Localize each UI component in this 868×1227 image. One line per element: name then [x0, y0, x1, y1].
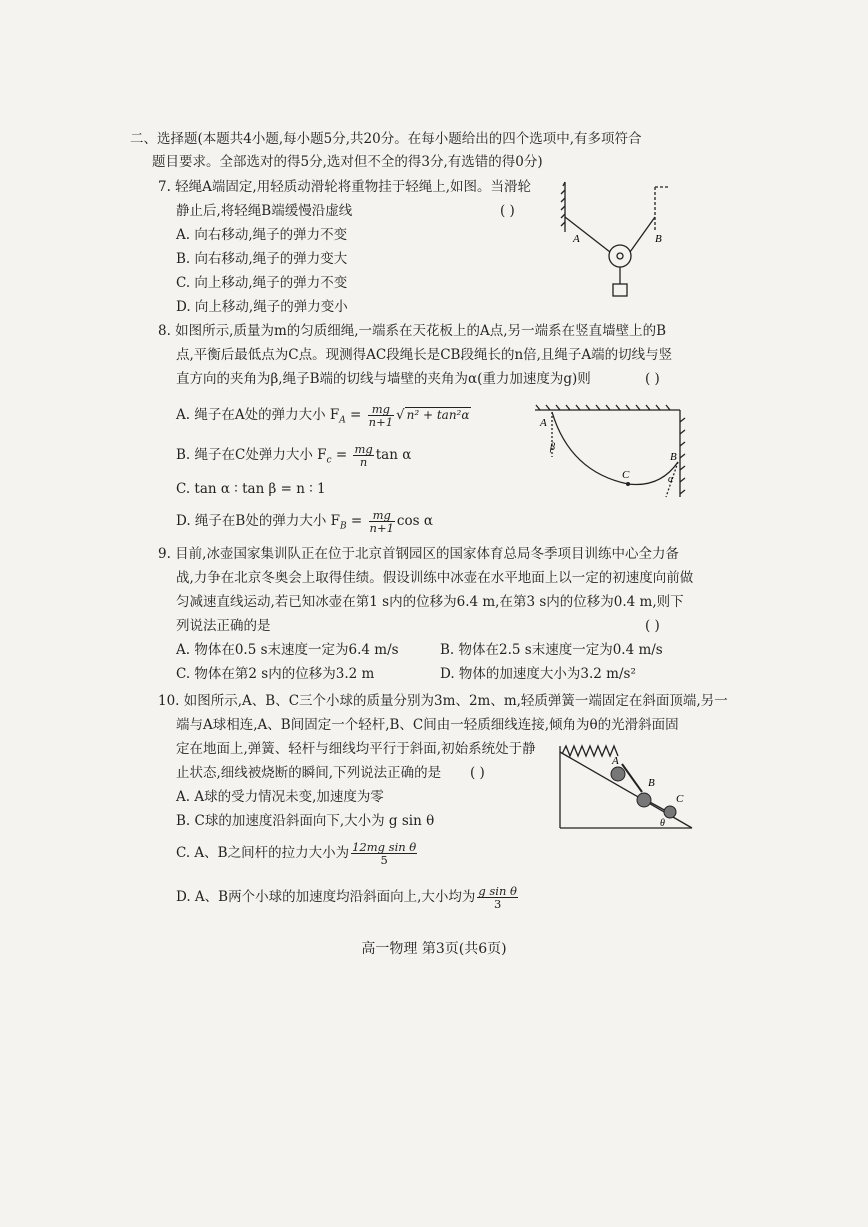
q10-rod [622, 764, 642, 792]
q7-option-c: C. 向上移动,绳子的弹力不变 [176, 275, 348, 291]
section-header-line1: 二、选择题(本题共4小题,每小题5分,共20分。在每小题给出的四个选项中,有多项符合 [130, 131, 642, 147]
q10-option-d-denominator: 3 [494, 897, 502, 911]
q8-label-b: B [670, 451, 677, 463]
q10-ball-b [637, 793, 651, 807]
q8-option-a-denominator: n+1 [368, 415, 394, 429]
q10-ball-a [611, 767, 625, 781]
q8-option-b-denominator: n [359, 455, 368, 469]
q7-pulley [609, 245, 631, 267]
q8-option-a: A. 绳子在A处的弹力大小 $F_A$ = $\frac{mg}{n+1}$ √ n² + tan²α [176, 402, 470, 429]
q8-rope [552, 412, 678, 485]
q10-option-c-numerator: 12mg sin θ [352, 840, 417, 854]
q9-stem-line2: 战,力争在北京冬奥会上取得佳绩。假设训练中冰壶在水平地面上以一定的初速度向前做 [176, 570, 694, 586]
section-header-line2: 题目要求。全部选对的得5分,选对但不全的得3分,有选错的得0分) [152, 154, 543, 170]
q8-option-d-prefix: D. 绳子在B处的弹力大小 F [176, 513, 341, 529]
q8-option-a-sub: A [339, 415, 346, 426]
q10-stem-line2: 端与A球相连,A、B间固定一个轻杆,B、C间由一轻质细线连接,倾角为θ的光滑斜面固 [176, 717, 679, 733]
q8-point-c [626, 482, 630, 486]
q10-option-a: A. A球的受力情况未变,加速度为零 [176, 789, 384, 805]
q8-option-b-suffix: tan α [375, 447, 412, 463]
q8-option-b-prefix: B. 绳子在C处弹力大小 F [176, 447, 327, 463]
q8-label-c: C [622, 469, 630, 481]
q9-stem-line1: 9. 目前,冰壶国家集训队正在位于北京首钢园区的国家体育总局冬季项目训练中心全力备 [158, 546, 679, 562]
q7-weight [613, 284, 627, 296]
q8-stem-line3: 直方向的夹角为β,绳子B端的切线与墙壁的夹角为α(重力加速度为g)则 [176, 371, 591, 387]
q7-stem-line2: 静止后,将轻绳B端缓慢沿虚线 [176, 203, 353, 219]
q8-option-d-sub: B [340, 521, 347, 532]
q8-label-a: A [540, 417, 547, 429]
q7-option-d: D. 向上移动,绳子的弹力变小 [176, 299, 348, 315]
q10-label-a: A [612, 755, 619, 767]
q10-label-c: C [676, 793, 684, 805]
q10-stem-line4: 止状态,细线被烧断的瞬间,下列说法正确的是 [176, 765, 442, 781]
q8-option-a-prefix: A. 绳子在A处的弹力大小 F [176, 407, 340, 423]
q10-option-d [176, 884, 520, 910]
q9-option-c: C. 物体在第2 s内的位移为3.2 m [176, 666, 375, 682]
q10-stem-line1: 10. 如图所示,A、B、C三个小球的质量分别为3m、2m、m,轻质弹簧一端固定在斜面顶端,另一 [158, 693, 728, 709]
q9-stem-line4: 列说法正确的是 [176, 618, 271, 634]
q8-option-d-suffix: cos α [396, 513, 433, 529]
q7-answer-paren: ( ) [500, 203, 515, 219]
q9-answer-paren: ( ) [645, 618, 660, 634]
q7-option-a: A. 向右移动,绳子的弹力不变 [176, 227, 348, 243]
q10-option-c-denominator: 5 [380, 853, 388, 867]
q7-rope-right [630, 217, 655, 252]
q9-option-a: A. 物体在0.5 s末速度一定为6.4 m/s [176, 642, 399, 658]
q7-label-b: B [655, 233, 662, 245]
q8-option-a-root: n² + tan²α [406, 408, 470, 422]
q8-option-b: B. 绳子在C处弹力大小 $F_c$ = $\frac{mg}{n}$ tan α [176, 442, 412, 469]
q8-stem-line1: 8. 如图所示,质量为m的匀质细绳,一端系在天花板上的A点,另一端系在竖直墙壁上的B [158, 323, 667, 339]
q8-label-beta: β [550, 442, 555, 453]
q7-pulley-figure [555, 172, 675, 312]
q8-stem-line2: 点,平衡后最低点为C点。现测得AC段绳长是CB段绳长的n倍,且绳子A端的切线与竖 [176, 347, 673, 363]
q8-option-b-sub: c [326, 455, 332, 466]
q8-option-c: C. tan α ∶ tan β = n ∶ 1 [176, 481, 326, 497]
q7-rope-left [565, 217, 610, 252]
q10-option-c-prefix: C. A、B之间杆的拉力大小为 [176, 845, 350, 861]
q8-rope-figure [530, 402, 690, 502]
q10-label-b: B [648, 777, 655, 789]
q10-spring [562, 746, 618, 756]
q8-option-d-denominator: n+1 [369, 521, 394, 535]
q9-option-b: B. 物体在2.5 s末速度一定为0.4 m/s [440, 642, 663, 658]
q10-incline-figure [556, 742, 696, 832]
q8-option-b-numerator: mg [354, 442, 373, 456]
q10-label-theta: θ [660, 818, 665, 829]
q10-ball-c [664, 806, 676, 818]
q7-option-b: B. 向右移动,绳子的弹力变大 [176, 251, 348, 267]
q10-option-c [176, 840, 419, 866]
q9-stem-line3: 匀减速直线运动,若已知冰壶在第1 s内的位移为6.4 m,在第3 s内的位移为0.4 m,则下 [176, 594, 684, 610]
q10-option-b: B. C球的加速度沿斜面向下,大小为 g sin θ [176, 813, 435, 829]
page-footer: 高一物理 第3页(共6页) [361, 941, 507, 957]
q7-label-a: A [573, 233, 580, 245]
q10-stem-line3: 定在地面上,弹簧、轻杆与细线均平行于斜面,初始系统处于静 [176, 741, 536, 757]
q8-option-d: D. 绳子在B处的弹力大小 $F_B$ = $\frac{mg}{n+1}$ cos α [176, 508, 433, 535]
q8-label-alpha: α [668, 474, 674, 485]
q10-option-d-prefix: D. A、B两个小球的加速度均沿斜面向上,大小均为 [176, 889, 476, 905]
q10-answer-paren: ( ) [470, 765, 485, 781]
q8-option-d-numerator: mg [369, 509, 395, 522]
q7-stem-line1: 7. 轻绳A端固定,用轻质动滑轮将重物挂于轻绳上,如图。当滑轮 [158, 179, 532, 195]
q9-option-d: D. 物体的加速度大小为3.2 m/s² [440, 666, 636, 682]
q10-option-d-numerator: g sin θ [478, 884, 517, 898]
q8-option-a-numerator: mg [368, 403, 394, 416]
q8-answer-paren: ( ) [645, 371, 660, 387]
